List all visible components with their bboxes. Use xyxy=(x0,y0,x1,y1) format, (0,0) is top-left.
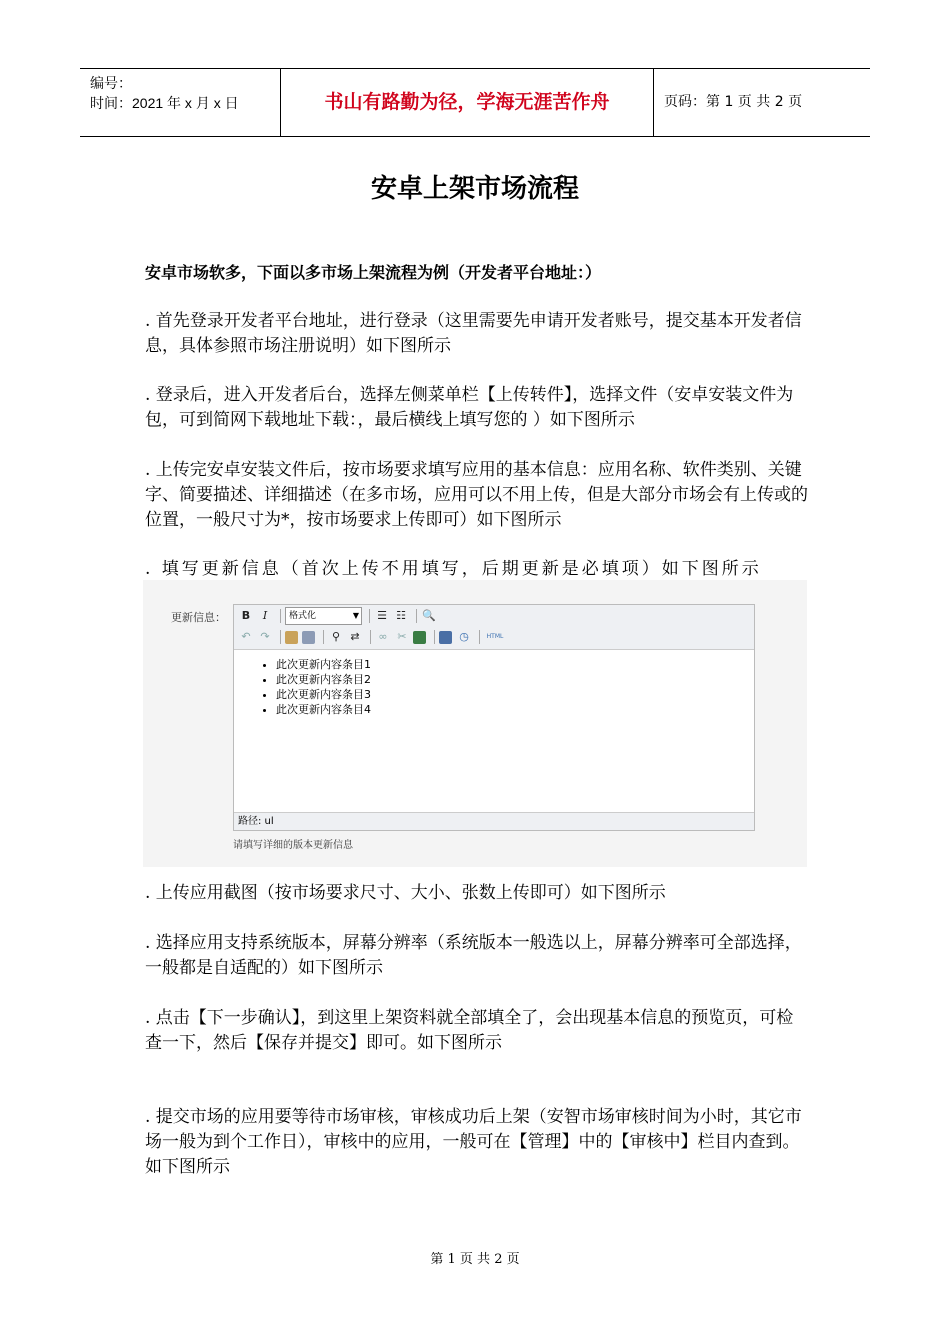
media-icon[interactable] xyxy=(413,631,426,644)
intro-paragraph: 安卓市场软多，下面以多市场上架流程为例（开发者平台地址：） xyxy=(145,263,602,282)
bullet-list-icon[interactable]: ☰ xyxy=(377,609,387,622)
table-icon[interactable] xyxy=(439,631,452,644)
format-select[interactable] xyxy=(285,607,362,625)
update-info-screenshot xyxy=(143,580,807,867)
redo-icon[interactable]: ↷ xyxy=(260,630,270,643)
document-title: 安卓上架市场流程 xyxy=(370,174,579,204)
header-meta-cell xyxy=(80,69,281,136)
document-header xyxy=(80,68,870,137)
html-icon[interactable]: HTML xyxy=(486,633,504,640)
rich-text-editor xyxy=(233,604,755,831)
editor-toolbar xyxy=(234,605,754,650)
step-2: . 登录后，进入开发者后台，选择左侧菜单栏【上传转件】，选择文件（安卓安装文件为包，可到简网下载地址下载：，最后横线上填写您的 ）如下图所示 xyxy=(145,385,794,430)
toolbar-divider xyxy=(280,609,281,623)
page-footer: 第 1 页 共 2 页 xyxy=(430,1252,520,1267)
update-info-label: 更新信息： xyxy=(171,611,226,624)
paste-word-icon[interactable] xyxy=(302,631,315,644)
step-8: . 提交市场的应用要等待市场审核，审核成功后上架（安智市场审核时间为小时，其它市场一般为到个工作日），审核中的应用，一般可在【管理】中的【审核中】栏目内查到。如下图所示 xyxy=(145,1107,802,1177)
chevron-down-icon: ▼ xyxy=(352,611,359,620)
list-item: • 此次更新内容条目3 xyxy=(276,687,371,702)
toolbar-divider xyxy=(370,630,371,644)
toolbar-divider xyxy=(479,630,480,644)
header-motto: 书山有路勤为径，学海无涯苦作舟 xyxy=(281,69,654,136)
number-label: 编号： xyxy=(90,75,132,91)
find-icon[interactable]: 🔍 xyxy=(422,609,436,622)
toolbar-divider xyxy=(434,630,435,644)
step-5: . 上传应用截图（按市场要求尺寸、大小、张数上传即可）如下图所示 xyxy=(145,883,666,903)
format-select-value: 格式化 xyxy=(289,611,317,621)
bold-icon[interactable]: B xyxy=(241,609,251,622)
unlink-icon[interactable]: ✂ xyxy=(397,630,407,643)
toolbar-divider xyxy=(369,609,370,623)
editor-content[interactable] xyxy=(262,657,371,717)
list-item: • 此次更新内容条目2 xyxy=(276,672,371,687)
replace-icon[interactable]: ⇄ xyxy=(350,630,360,643)
time-icon[interactable]: ◷ xyxy=(459,630,469,643)
undo-icon[interactable]: ↶ xyxy=(241,630,251,643)
toolbar-divider xyxy=(280,630,281,644)
list-item: • 此次更新内容条目4 xyxy=(276,702,371,717)
step-3: . 上传完安卓安装文件后，按市场要求填写应用的基本信息：应用名称、软件类别、关键字、简要描述、详细描述（在多市场，应用可以不用上传，但是大部分市场会有上传或的位置，一般尺寸为*，按市场要求上传即可）如下图所示 xyxy=(145,460,808,530)
paste-icon[interactable] xyxy=(285,631,298,644)
step-4 xyxy=(145,557,810,582)
italic-icon[interactable]: I xyxy=(262,609,268,622)
numbered-list-icon[interactable]: ☷ xyxy=(396,609,406,622)
editor-hint: 请填写详细的版本更新信息 xyxy=(233,840,353,851)
search-icon[interactable]: ⚲ xyxy=(331,630,341,643)
list-item: • 此次更新内容条目1 xyxy=(276,657,371,672)
step-7: . 点击【下一步确认】，到这里上架资料就全部填全了，会出现基本信息的预览页，可检查一下，然后【保存并提交】即可。如下图所示 xyxy=(145,1008,794,1053)
date-label: 时间：2021 年 x 月 x 日 xyxy=(90,95,239,111)
toolbar-divider xyxy=(323,630,324,644)
step-4-text: . 填写更新信息（首次上传不用填写，后期更新是必填项）如下图所示 xyxy=(145,559,762,579)
editor-status-path: 路径: ul xyxy=(234,812,754,830)
toolbar-divider xyxy=(416,609,417,623)
header-page-info: 页码：第 1 页 共 2 页 xyxy=(664,94,803,110)
link-icon[interactable]: ∞ xyxy=(378,630,388,643)
step-1: . 首先登录开发者平台地址，进行登录（这里需要先申请开发者账号，提交基本开发者信息，具体参照市场注册说明）如下图所示 xyxy=(145,311,802,356)
step-6: . 选择应用支持系统版本，屏幕分辨率（系统版本一般选以上，屏幕分辨率可全部选择，一般都是自适配的）如下图所示 xyxy=(145,933,802,978)
